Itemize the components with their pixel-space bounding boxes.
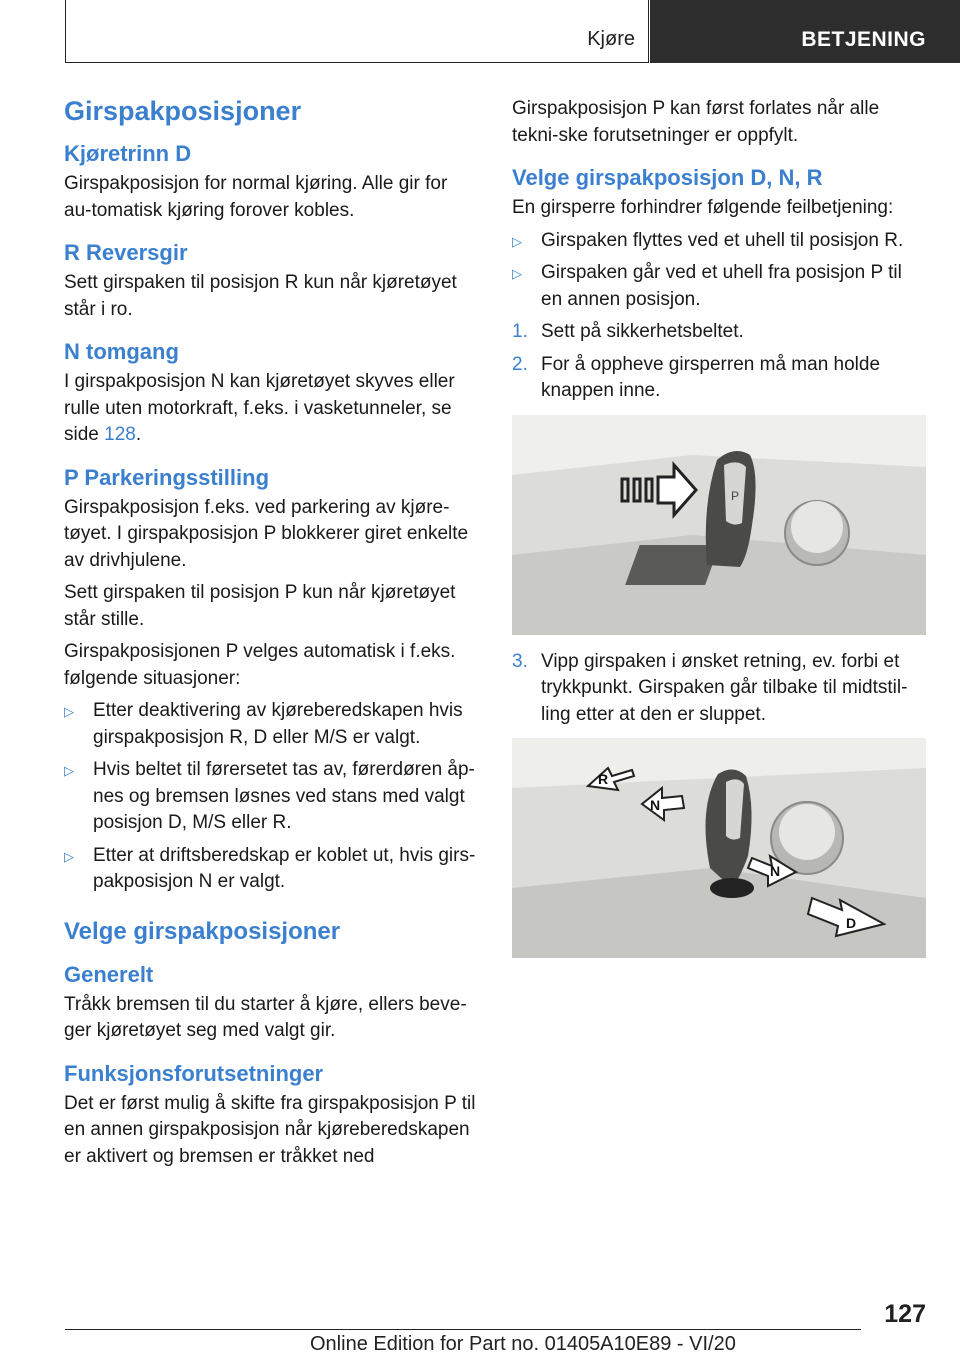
footer-divider bbox=[65, 1329, 861, 1330]
heading-general: Generelt bbox=[64, 961, 154, 987]
text-neutral-n-body: I girspakposisjon N kan kjøretøyet skyves eller rulle uten motorkraft, f.eks. i vasketunneler, se side bbox=[64, 371, 455, 445]
triangle-bullet-icon: ▷ bbox=[512, 266, 522, 281]
step-number: 2. bbox=[512, 353, 528, 375]
step-text: For å oppheve girsperren må man holde knappen inne. bbox=[541, 353, 881, 401]
step-item bbox=[512, 352, 926, 405]
lever-p-label: P bbox=[731, 488, 740, 503]
list-item bbox=[512, 228, 926, 255]
text-general: Tråkk bremsen til du starter å kjøre, ellers beve‐ger kjøretøyet seg med valgt gir. bbox=[64, 993, 467, 1041]
page-title: Girspakposisjoner bbox=[64, 96, 302, 126]
step-text: Vipp girspaken i ønsket retning, ev. forbi et trykkpunkt. Girspaken går tilbake til midtstil‐ling etter at den er sluppet. bbox=[541, 650, 908, 725]
text-park-p-3: Girspakposisjonen P velges automatisk i f.eks. følgende situasjoner: bbox=[64, 641, 456, 689]
text-prerequisites: Det er først mulig å skifte fra girspakposisjon P til en annen girspakposisjon når kjøreberedskapen er aktivert og bremsen er tråkket ned bbox=[64, 1092, 476, 1167]
step-item bbox=[512, 649, 926, 729]
heading-select-gear: Velge girspakposisjoner bbox=[64, 917, 341, 945]
text-gear-lock: En girsperre forhindrer følgende feilbetjening: bbox=[512, 197, 894, 218]
triangle-bullet-icon: ▷ bbox=[512, 233, 522, 249]
triangle-bullet-icon: ▷ bbox=[64, 704, 74, 719]
list-item-text: Hvis beltet til førersetet tas av, førerdøren åp‐nes og bremsen løsnes ved stans med valgt posisjon D, M/S eller R. bbox=[93, 759, 475, 833]
text-park-p-1: Girspakposisjon f.eks. ved parkering av kjøre‐tøyet. I girspakposisjon P blokkerer giret enkelte av drivhjulene. bbox=[64, 496, 469, 571]
list-item-text: Girspaken går ved et uhell fra posisjon P til en annen posisjon. bbox=[541, 262, 902, 310]
header-section-title: Kjøre bbox=[587, 28, 635, 50]
text-neutral-n-end: . bbox=[135, 424, 142, 445]
gear-r-label: R bbox=[598, 771, 609, 787]
page-link-128[interactable]: 128 bbox=[104, 424, 136, 445]
heading-park-p: P Parkeringsstilling bbox=[64, 464, 270, 490]
list-item-text: Etter deaktivering av kjøreberedskapen hvis girspakposisjon R, D eller M/S er valgt. bbox=[93, 700, 463, 748]
heading-reverse-r: R Reversgir bbox=[64, 240, 188, 265]
heading-drive-d: Kjøretrinn D bbox=[64, 141, 192, 166]
list-item bbox=[512, 260, 926, 313]
triangle-bullet-icon: ▷ bbox=[64, 763, 74, 778]
gear-n-label-lower: N bbox=[770, 863, 781, 879]
list-item-text: Etter at driftsberedskap er koblet ut, hvis girs‐pakposisjon N er valgt. bbox=[93, 844, 476, 892]
right-column bbox=[512, 96, 926, 972]
text-drive-d: Girspakposisjon for normal kjøring. Alle gir for au‐tomatisk kjøring forover kobles. bbox=[64, 173, 448, 221]
left-column bbox=[64, 96, 478, 1176]
text-reverse-r: Sett girspaken til posisjon R kun når kjøretøyet står i ro. bbox=[64, 272, 457, 320]
header-chapter-box bbox=[650, 0, 960, 63]
gear-lever-unlock-illustration bbox=[512, 415, 926, 635]
heading-prerequisites: Funksjonsforutsetninger bbox=[64, 1060, 324, 1086]
page-number: 127 bbox=[884, 1300, 926, 1328]
step-number: 3. bbox=[512, 650, 528, 672]
list-item bbox=[64, 698, 478, 751]
step-item bbox=[512, 319, 926, 346]
step-number: 1. bbox=[512, 321, 528, 342]
list-item bbox=[64, 757, 478, 837]
text-neutral-n bbox=[64, 369, 478, 449]
gear-d-label: D bbox=[846, 915, 857, 931]
step-list bbox=[512, 319, 926, 405]
list-item bbox=[64, 843, 478, 896]
header-section-box bbox=[65, 0, 649, 63]
heading-neutral-n: N tomgang bbox=[64, 339, 179, 364]
step-text: Sett på sikkerhetsbeltet. bbox=[541, 321, 744, 342]
text-intro: Girspakposisjon P kan først forlates når alle tekni‐ske forutsetninger er oppfylt. bbox=[512, 98, 880, 146]
lock-bullet-list bbox=[512, 228, 926, 314]
footer-edition: Online Edition for Part no. 01405A10E89 - VI/20 bbox=[310, 1333, 736, 1355]
gear-selection-illustration bbox=[512, 738, 926, 958]
triangle-bullet-icon: ▷ bbox=[64, 848, 74, 864]
text-park-p-2: Sett girspaken til posisjon P kun når kjøretøyet står stille. bbox=[64, 582, 456, 630]
step-list-continued bbox=[512, 649, 926, 729]
list-item-text: Girspaken flyttes ved et uhell til posisjon R. bbox=[541, 229, 904, 251]
heading-select-dnr: Velge girspakposisjon D, N, R bbox=[512, 165, 823, 190]
gear-n-label-upper: N bbox=[650, 797, 661, 813]
park-bullet-list bbox=[64, 698, 478, 896]
header-chapter-title: BETJENING bbox=[801, 28, 926, 51]
